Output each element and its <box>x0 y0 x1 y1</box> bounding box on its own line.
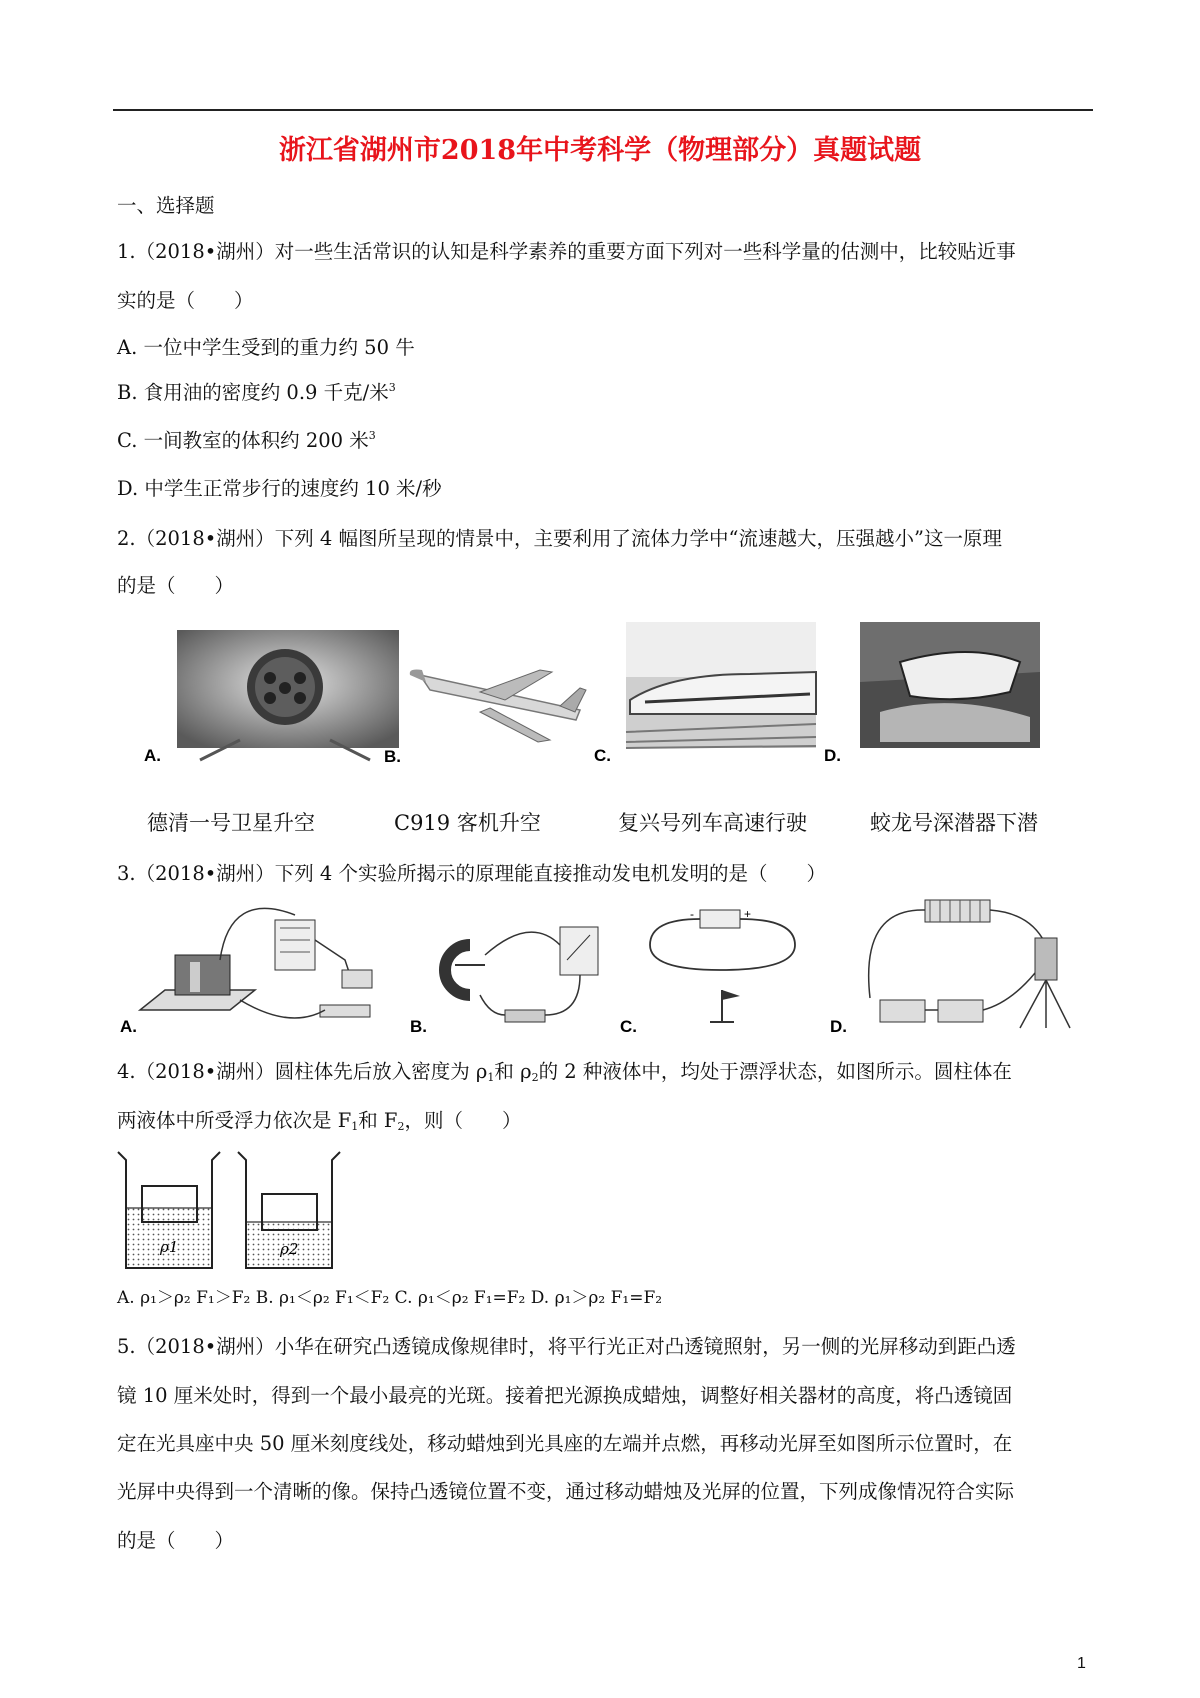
q5-line-1: 5.（2018•湖州）小华在研究凸透镜成像规律时，将平行光正对凸透镜照射，另一侧的光屏移动到距凸透 <box>117 1335 1016 1358</box>
q2-caption-c: 复兴号列车高速行驶 <box>618 811 807 835</box>
q1-option-d: D. 中学生正常步行的速度约 10 米/秒 <box>117 477 442 500</box>
page-title: 浙江省湖州市2018年中考科学（物理部分）真题试题 <box>278 135 922 166</box>
q2-stem-line-1: 2.（2018•湖州）下列 4 幅图所呈现的情景中，主要利用了流体力学中“流速越大，压强越小”这一原理 <box>117 527 1002 550</box>
q5-line-5: 的是（ ） <box>117 1529 235 1552</box>
q2-figure-c-train <box>590 622 820 765</box>
q2-figure-b-letter: B. <box>384 747 401 765</box>
q3-figure-d-letter: D. <box>830 1017 847 1035</box>
q3-figure-a-experiment <box>120 900 390 1035</box>
q3-figure-c-experiment <box>620 900 820 1035</box>
q5-line-3: 定在光具座中央 50 厘米刻度线处，移动蜡烛到光具座的左端并点燃，再移动光屏至如图所示位置时，在 <box>117 1432 1013 1455</box>
q2-figure-a-satellite <box>140 630 410 765</box>
q5-line-4: 光屏中央得到一个清晰的像。保持凸透镜位置不变，通过移动蜡烛及光屏的位置，下列成像情况符合实际 <box>117 1480 1015 1503</box>
q3-figure-c-letter: C. <box>620 1017 637 1035</box>
q3-figure-b-letter: B. <box>410 1017 427 1035</box>
q2-caption-d: 蛟龙号深潜器下潜 <box>870 811 1038 835</box>
q2-figure-c-letter: C. <box>594 746 611 765</box>
q1-option-b: B. 食用油的密度约 0.9 千克/米$^3$ <box>117 381 396 404</box>
q2-stem-line-2: 的是（ ） <box>117 574 235 597</box>
q4-figure-beakers <box>112 1148 362 1273</box>
q3-figure-d-experiment <box>830 888 1080 1035</box>
q4-figure-rho1-label: ρ1 <box>160 1238 179 1256</box>
q2-figure-b-airplane <box>380 650 600 765</box>
section-heading: 一、选择题 <box>117 194 215 217</box>
q3-stem: 3.（2018•湖州）下列 4 个实验所揭示的原理能直接推动发电机发明的是（ ） <box>117 862 827 885</box>
svg-text:+: + <box>744 907 752 921</box>
q1-option-c: C. 一间教室的体积约 200 米$^3$ <box>117 429 376 452</box>
q3-figure-a-letter: A. <box>120 1017 137 1035</box>
q2-figure-a-letter: A. <box>144 746 161 765</box>
page-number: 1 <box>1077 1655 1086 1672</box>
q5-line-2: 镜 10 厘米处时，得到一个最小最亮的光斑。接着把光源换成蜡烛，调整好相关器材的高度，将凸透镜固 <box>117 1384 1013 1407</box>
q2-figure-d-letter: D. <box>824 746 841 765</box>
q1-stem-line-2: 实的是（ ） <box>117 289 254 312</box>
q4-figure-rho2-label: ρ2 <box>280 1240 299 1258</box>
top-rule <box>113 109 1093 111</box>
q2-caption-b: C919 客机升空 <box>394 811 541 835</box>
q3-figure-b-experiment <box>410 915 610 1035</box>
q4-options: A. ρ₁＞ρ₂ F₁＞F₂ B. ρ₁＜ρ₂ F₁＜F₂ C. ρ₁＜ρ₂ F₁=F₂ D. ρ₁＞ρ₂ F₁=F₂ <box>117 1288 663 1308</box>
q4-stem-line-1: 4.（2018•湖州）圆柱体先后放入密度为 $\rho_1$和 $\rho_2$的 2 种液体中，均处于漂浮状态，如图所示。圆柱体在 <box>117 1060 1012 1084</box>
q4-stem-line-2: 两液体中所受浮力依次是 $F_1$和 $F_2$，则（ ） <box>117 1109 522 1133</box>
svg-text:-: - <box>690 907 694 921</box>
q1-stem-line-1: 1.（2018•湖州）对一些生活常识的认知是科学素养的重要方面下列对一些科学量的估测中，比较贴近事 <box>117 240 1016 263</box>
q2-figure-d-submersible <box>820 622 1045 765</box>
q1-option-a: A. 一位中学生受到的重力约 50 牛 <box>117 336 415 359</box>
q2-caption-a: 德清一号卫星升空 <box>147 811 315 835</box>
